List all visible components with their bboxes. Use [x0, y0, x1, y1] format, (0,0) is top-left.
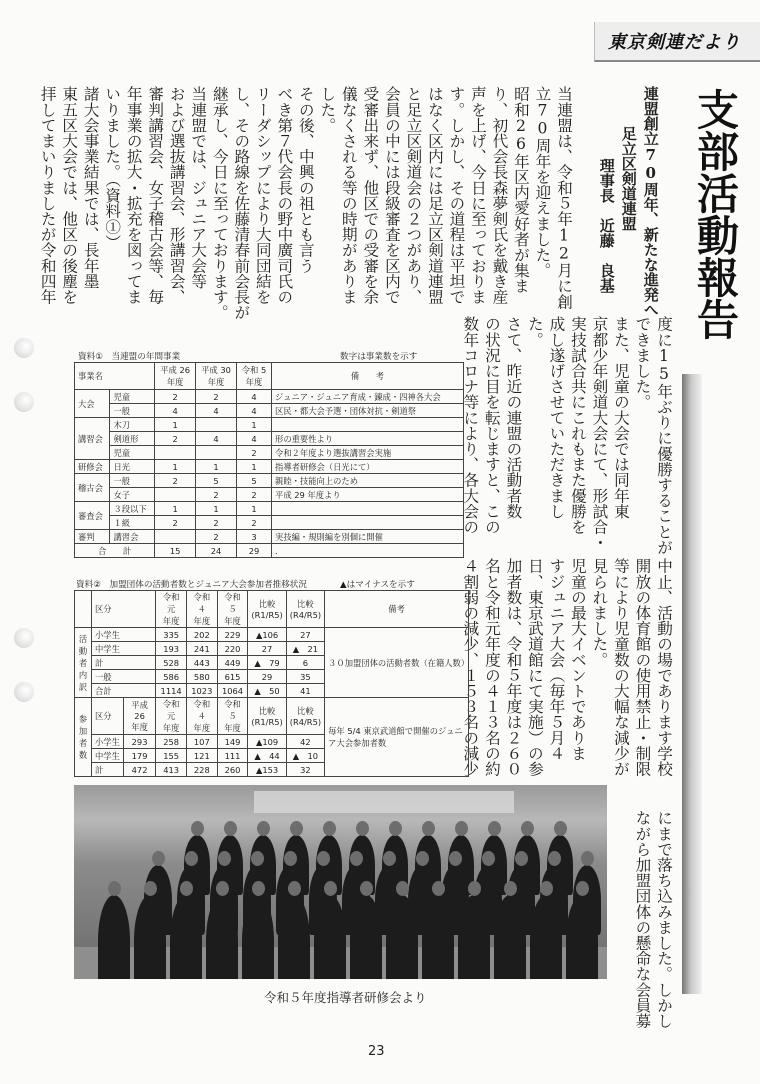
text-line: 京都少年剣道大会にて、形試合・ [590, 316, 609, 550]
table-cell [155, 530, 196, 544]
table-cell: 413 [156, 763, 187, 777]
person-head [396, 881, 409, 896]
table-cell: 4 [155, 404, 196, 418]
person-silhouette [530, 895, 562, 979]
table-cell: 5 [196, 474, 237, 488]
table-cell: ▲ 21 [286, 642, 324, 656]
person-head [317, 851, 330, 866]
table-cell: 107 [186, 735, 217, 749]
text-line: した。 [318, 86, 337, 133]
person-silhouette [314, 895, 346, 979]
table-cell: ▲ 44 [248, 749, 286, 763]
text-line: の状況に目を転じますと、この [482, 316, 501, 535]
table-cell: 2 [196, 516, 237, 530]
table-cell: 1 [236, 418, 271, 432]
text-line: 当連盟は、令和５年12月に創 [555, 86, 573, 310]
text-line: ４割弱の減少、１５３名の減少 [461, 558, 480, 777]
table-cell: 合計 [92, 684, 156, 698]
table-row [75, 516, 464, 530]
text-line: 儀なくされる等の時期がありま [339, 86, 358, 305]
article-body-lower [459, 558, 674, 788]
table-cell: 令和５ 年度 [217, 591, 248, 628]
person-head [224, 821, 237, 836]
person-head [356, 821, 369, 836]
table-cell: 一般 [92, 670, 156, 684]
table-cell: 審査会 [75, 502, 110, 530]
table-cell: 令和 5 年度 [236, 363, 271, 390]
text-line: 数年コロナ等により、各大会の [461, 316, 480, 535]
table-cell: 42 [286, 735, 324, 749]
table-cell: 区分 [92, 591, 156, 628]
person-head [521, 821, 534, 836]
table-cell: 中学生 [92, 642, 156, 656]
table-cell [272, 502, 464, 516]
section-title: 支部活動報告 [691, 88, 740, 340]
table-cell: 29 [236, 544, 271, 558]
person-head [180, 881, 193, 896]
table-cell: 日光 [110, 460, 155, 474]
text-line: 東五区大会では、他区の後塵を [60, 86, 79, 305]
person-head [284, 851, 297, 866]
person-head [216, 881, 229, 896]
table-cell: 149 [217, 735, 248, 749]
text-line: 審判講習会、女子稽古会等、毎 [146, 86, 165, 305]
table-row [75, 390, 464, 404]
table-cell: 一般 [110, 474, 155, 488]
table-cell: 2 [236, 516, 271, 530]
table-row [75, 544, 464, 558]
table-cell: ▲ 79 [248, 656, 286, 670]
person-silhouette [386, 895, 418, 979]
table-cell: 1 [196, 460, 237, 474]
text-line: その後、中興の祖とも言う [296, 86, 315, 274]
table-cell: ジュニア・ジュニア育成・錬成・四神各大会 [272, 390, 464, 404]
table-cell: 241 [186, 642, 217, 656]
text-line: はなく区内には足立区剣道連盟 [425, 86, 444, 305]
person-head [548, 851, 561, 866]
table-cell: 2 [155, 432, 196, 446]
table-cell: 2 [236, 488, 271, 502]
binder-hole [14, 338, 34, 358]
person-head [554, 821, 567, 836]
table-cell: 1 [155, 460, 196, 474]
person-head [383, 851, 396, 866]
table-cell: 剣道形 [110, 432, 155, 446]
person-head [290, 821, 303, 836]
person-head [251, 851, 264, 866]
table-cell: 木刀 [110, 418, 155, 432]
table-cell: 35 [286, 670, 324, 684]
table-cell: 4 [196, 432, 237, 446]
table-cell: 3 [236, 530, 271, 544]
table-cell [155, 488, 196, 502]
text-line: 諸大会事業結果では、長年墨 [81, 86, 100, 289]
table-row [75, 530, 464, 544]
person-head [581, 851, 594, 866]
photo-caption: 令和５年度指導者研修会より [264, 990, 427, 1005]
text-line: 継承し、今日に至っております。 [210, 86, 229, 320]
text-line: 会員の中には段級審査を区内で [382, 86, 401, 305]
person-head [252, 881, 265, 896]
binder-hole [14, 392, 34, 412]
table-cell: 実技編・規則編を別個に開催 [272, 530, 464, 544]
table-cell: 親睦・技能向上のため [272, 474, 464, 488]
text-line: リーダシップにより大同団結を [253, 86, 272, 305]
person-head [515, 851, 528, 866]
table-cell: 1 [236, 460, 271, 474]
table-cell: 令和元 年度 [156, 591, 187, 628]
text-line: また、児童の大会では同年東 [611, 316, 630, 519]
table-cell: 27 [286, 628, 324, 642]
article-organization: 足立区剣道連盟 [619, 126, 638, 231]
table-cell: 令和４ 年度 [186, 698, 217, 735]
person-head [350, 851, 363, 866]
table-cell: 2 [155, 516, 196, 530]
person-head [576, 881, 589, 896]
person-silhouette [98, 895, 130, 979]
table-cell: 111 [217, 749, 248, 763]
table-cell: 335 [156, 628, 187, 642]
table-row [75, 591, 469, 628]
table-cell: 小学生 [92, 735, 124, 749]
table-row [75, 460, 464, 474]
person-head [432, 881, 445, 896]
header-title: 東京剣連だより [608, 32, 741, 53]
text-line: 度に15年ぶりに優勝することが [655, 316, 673, 555]
table-cell [272, 516, 464, 530]
table-cell: 備考 [325, 591, 469, 628]
title-decoration-bar [682, 374, 702, 994]
table-cell: 講習会 [110, 530, 155, 544]
activity-members-table [74, 590, 469, 777]
person-head [540, 881, 553, 896]
table-cell: 2 [196, 530, 237, 544]
table-cell [196, 418, 237, 432]
table-cell: 毎年 5/4 東京武道館で開催のジュニア大会参加者数 [325, 698, 469, 777]
text-line: 中止、活動の場であります学校 [655, 558, 673, 777]
person-head [288, 881, 301, 896]
table-cell: 586 [156, 670, 187, 684]
person-head [455, 821, 468, 836]
person-head [360, 881, 373, 896]
table-cell: 講習会 [75, 418, 110, 460]
table-cell: 児童 [110, 390, 155, 404]
table-cell: 令和元 年度 [156, 698, 187, 735]
text-line: さて、昨近の連盟の活動者数 [504, 316, 523, 519]
table-cell: 区分 [92, 698, 124, 735]
table-cell: ▲ 50 [248, 684, 286, 698]
table-cell: 平成 29 年度より [272, 488, 464, 502]
article-author: 理事長 近藤 良基 [597, 158, 616, 293]
table-cell: 2 [196, 488, 237, 502]
table-cell [155, 446, 196, 460]
table-cell: 229 [217, 628, 248, 642]
table-cell: 一般 [110, 404, 155, 418]
table-row [75, 628, 469, 642]
text-line: べき第７代会長の野中廣司氏の [275, 86, 294, 305]
person-head [389, 821, 402, 836]
person-head [191, 821, 204, 836]
table-cell: 4 [236, 432, 271, 446]
text-line: 声を上げ、今日に至っておりま [468, 86, 487, 305]
table-cell: 令和４ 年度 [186, 591, 217, 628]
table-cell: 計 [92, 763, 124, 777]
table-cell: 228 [186, 763, 217, 777]
table-cell: 260 [217, 763, 248, 777]
table-cell: 29 [248, 670, 286, 684]
person-head [482, 851, 495, 866]
table-cell: 平成 26 年度 [123, 698, 155, 735]
person-head [449, 851, 462, 866]
person-head [144, 881, 157, 896]
binder-hole [14, 682, 34, 702]
table-cell: 615 [217, 670, 248, 684]
person-silhouette [134, 895, 166, 979]
table-cell: 令和２年度より選抜講習会実施 [272, 446, 464, 460]
table-row [75, 418, 464, 432]
table-cell: ▲109 [248, 735, 286, 749]
text-line: 立70周年を迎えました。 [533, 86, 552, 278]
table-cell: 27 [248, 642, 286, 656]
table-cell: 大会 [75, 390, 110, 418]
text-line: 拝してまいりましたが令和四年 [38, 86, 57, 305]
table-row [75, 488, 464, 502]
table-cell [196, 446, 237, 460]
table-cell: 中学生 [92, 749, 124, 763]
table-cell: 4 [196, 404, 237, 418]
table-row [75, 502, 464, 516]
person-head [257, 821, 270, 836]
table-cell: 32 [286, 763, 324, 777]
table-cell: 443 [186, 656, 217, 670]
text-line: および選抜講習会、形講習会、 [167, 86, 186, 305]
table-cell [75, 591, 92, 628]
text-line: 受審出来ず、他区での受審を余 [361, 86, 380, 305]
text-line: 昭和26年区内愛好者が集ま [511, 86, 530, 294]
person-silhouette [458, 895, 490, 979]
table1-note: 数字は事業数を示す [340, 352, 418, 362]
table-cell: 293 [123, 735, 155, 749]
group-photo [74, 785, 607, 979]
table-cell: 指導者研修会（日光にて） [272, 460, 464, 474]
text-line: 等により児童数の大幅な減少が [611, 558, 630, 777]
person-silhouette [422, 895, 454, 979]
text-line: と足立区剣道会の２つがあり、 [404, 86, 423, 305]
table-cell: 2 [155, 474, 196, 488]
table-cell: 1 [236, 502, 271, 516]
table-cell: 472 [123, 763, 155, 777]
table2-note: ▲はマイナスを示す [340, 580, 415, 590]
table-cell: 2 [155, 390, 196, 404]
table-row [75, 698, 469, 735]
text-line: すジュニア大会（毎年５月４ [547, 558, 566, 761]
article-body-bottom [631, 810, 674, 1042]
table-cell: 比較 (R4/R5) [286, 591, 324, 628]
text-line: 年事業の拡大・拡充を図ってま [124, 86, 143, 305]
table-cell: ． [272, 544, 464, 558]
table-cell: 1064 [217, 684, 248, 698]
table-cell: 5 [236, 474, 271, 488]
person-head [488, 821, 501, 836]
text-line: いりました。（資料①） [103, 86, 122, 250]
table-cell: 計 [92, 656, 156, 670]
table-cell: 合 計 [75, 544, 155, 558]
text-line: た。 [525, 316, 544, 348]
table-cell: 事業名 [75, 363, 155, 390]
table-cell: 比較 (R1/R5) [248, 591, 286, 628]
person-silhouette [494, 895, 526, 979]
table-cell: 449 [217, 656, 248, 670]
table-cell: 2 [236, 446, 271, 460]
table-cell: 1114 [156, 684, 187, 698]
person-head [422, 821, 435, 836]
page-number: 23 [368, 1044, 385, 1059]
table-cell: 4 [236, 390, 271, 404]
table1-caption: 資料① 当連盟の年間事業 [78, 352, 181, 362]
table-cell: 比較 (R1/R5) [248, 698, 286, 735]
table-cell: 4 [236, 404, 271, 418]
text-line: す。しかし、その道程は平坦で [447, 86, 466, 305]
table-cell: 備 考 [272, 363, 464, 390]
table-row [75, 432, 464, 446]
table-cell: 193 [156, 642, 187, 656]
text-line: 日、東京武道館にて実施）の参 [525, 558, 544, 777]
table-cell [272, 418, 464, 432]
person-silhouette [170, 895, 202, 979]
table-row [75, 446, 464, 460]
person-head [324, 881, 337, 896]
table-cell: ▲106 [248, 628, 286, 642]
table-cell: 小学生 [92, 628, 156, 642]
person-silhouette [566, 895, 598, 979]
table-cell: 220 [217, 642, 248, 656]
table-cell: 2 [196, 390, 237, 404]
annual-events-table [74, 362, 464, 558]
table-cell: 審判 [75, 530, 110, 544]
table-cell: ▲ 10 [286, 749, 324, 763]
table-cell: 形の重要性より [272, 432, 464, 446]
table-cell: ３段以下 [110, 502, 155, 516]
table-cell: 1 [196, 502, 237, 516]
person-head [152, 851, 165, 866]
table-cell: 41 [286, 684, 324, 698]
text-line: 開放の体育館の使用禁止・制限 [633, 558, 652, 777]
table2-caption: 資料② 加盟団体の活動者数とジュニア大会参加者推移状況 [76, 580, 307, 590]
text-line: ながら加盟団体の懸命な会員募 [633, 810, 652, 1029]
table-cell: 参加者数 [75, 698, 92, 777]
table-cell: １級 [110, 516, 155, 530]
text-line: 児童の最大イベントでありま [568, 558, 587, 761]
text-line: 実技試合共にこれもまた優勝を [568, 316, 587, 535]
person-silhouette [206, 895, 238, 979]
table-cell: 15 [155, 544, 196, 558]
table-cell: 528 [156, 656, 187, 670]
table-cell: 1 [155, 418, 196, 432]
article-title: 連盟創立70周年、新たな進発へ [641, 86, 660, 317]
table-row [75, 363, 464, 390]
table-cell: 活動者内訳 [75, 628, 92, 698]
person-head [504, 881, 517, 896]
text-line: 加者数は、令和５年度は２６０ [504, 558, 523, 777]
table-cell: 6 [286, 656, 324, 670]
table-cell: 区民・都大会予選・団体対抗・剣道祭 [272, 404, 464, 418]
person-silhouette [350, 895, 382, 979]
person-head [185, 851, 198, 866]
text-line: できました。 [633, 316, 652, 410]
table-cell: 女子 [110, 488, 155, 502]
binder-hole [14, 628, 34, 648]
person-head [108, 881, 121, 896]
text-line: 名と令和元年度の４１３名の約 [482, 558, 501, 777]
table-cell: 202 [186, 628, 217, 642]
person-head [416, 851, 429, 866]
table-cell: 580 [186, 670, 217, 684]
table-cell: 令和５ 年度 [217, 698, 248, 735]
article-body-top [36, 86, 574, 348]
person-head [218, 851, 231, 866]
table-cell: 平成 30 年度 [196, 363, 237, 390]
table-cell: 児童 [110, 446, 155, 460]
article-body-mid [459, 316, 674, 581]
person-head [323, 821, 336, 836]
table-cell: 1023 [186, 684, 217, 698]
text-line: 当連盟では、ジュニア大会等 [189, 86, 208, 289]
table-cell: 24 [196, 544, 237, 558]
table-cell: 179 [123, 749, 155, 763]
table-row [75, 404, 464, 418]
table-cell: 1 [155, 502, 196, 516]
table-cell: 155 [156, 749, 187, 763]
table-cell: 比較 (R4/R5) [286, 698, 324, 735]
person-silhouette [242, 895, 274, 979]
text-line: し、その路線を佐藤清春前会長が [232, 86, 251, 320]
text-line: 見られました。 [590, 558, 609, 668]
text-line: り、初代会長森夢剣氏を戴き産 [490, 86, 509, 305]
table-cell: ▲153 [248, 763, 286, 777]
person-head [468, 881, 481, 896]
table-cell: ３０加盟団体の活動者数（在籍人数） [325, 628, 469, 698]
person-silhouette [278, 895, 310, 979]
table-cell: 研修会 [75, 460, 110, 474]
table-cell: 稽古会 [75, 474, 110, 502]
text-line: 成し遂げさせていただきまし [547, 316, 566, 519]
table-cell: 平成 26 年度 [155, 363, 196, 390]
text-line: にまで落ち込みました。しかし [655, 810, 673, 1029]
table-cell: 258 [156, 735, 187, 749]
table-row [75, 474, 464, 488]
table-cell: 121 [186, 749, 217, 763]
